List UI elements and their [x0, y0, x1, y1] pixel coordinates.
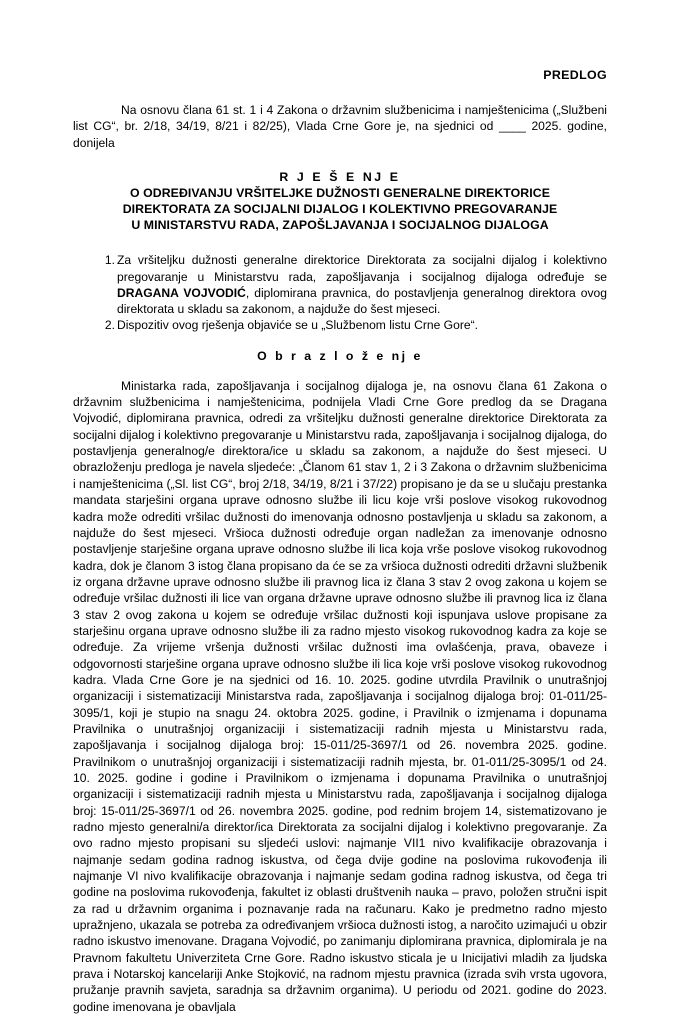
document-type-label: PREDLOG [543, 68, 607, 82]
title-line-4: U MINISTARSTVU RADA, ZAPOŠLJAVANJA I SOCIJALNOG DIJALOGA [131, 218, 549, 233]
title-line-1: R J E Š E NJ E [279, 169, 401, 184]
decision-item-2-number: 2. [104, 318, 115, 333]
title-line-3: DIREKTORATA ZA SOCIJALNI DIJALOG I KOLEKTIVNO PREGOVARANJE [122, 202, 558, 217]
decision-item-2-text: Dispozitiv ovog rješenja objaviće se u „Službenom listu Crne Gore“. [117, 318, 478, 333]
decision-list [73, 252, 607, 333]
document-title [73, 169, 607, 233]
legal-basis-paragraph: Na osnovu člana 61 st. 1 i 4 Zakona o državnim službenicima i namještenicima („Službeni list CG“, br. 2/18, 34/19, 8/21 i 82/25), Vlada Crne Gore je, na sjednici od ____ 2025. godine, donijela [73, 103, 607, 150]
document-content [73, 0, 607, 1027]
header-row [73, 66, 607, 84]
decision-item-2 [73, 317, 607, 333]
title-line-2: O ODREĐIVANJU VRŠITELJKE DUŽNOSTI GENERALNE DIREKTORICE [129, 185, 551, 200]
explanation-paragraph: Ministarka rada, zapošljavanja i socijalnog dijaloga je, na osnovu člana 61 Zakona o državnim službenicima i namještenicima, podnijela Vladi Crne Gore predlog da se Dragana Vojvodić, diplomirana pravnica, odredi za vršiteljku dužnosti generalne direktorice Direktorata za socijalni dijalog i kolektivno pregovaranje u Ministarstvu rada, zapošljavanja i socijalnog dijaloga, do postavljenja generalnog/e direktora/ice u skladu sa zakonom, a najduže do šest mjeseci. U obrazloženju predloga je navela sljedeće: „Članom 61 stav 1, 2 i 3 Zakona o državnim službenicima i namještenicima („Sl. list CG“, broj 2/18, 34/19, 8/21 i 37/22) propisano je da se u slučaju prestanka mandata starješini organa uprave odnosno službe ili licu koje vrši poslove visokog rukovodnog kadra može odrediti vršilac dužnosti do imenovanja odnosno postavljenja u skladu sa zakonom, a najduže do šest mjeseci. Vršioca dužnosti određuje organ nadležan za imenovanje odnosno postavljenje starješine organa uprave odnosno službe ili lica koja vrše poslove visokog rukovodnog kadra, dok je članom 3 istog člana propisano da će se za vršioca dužnosti odrediti državni službenik iz organa državne uprave odnosno službe ili pravnog lica iz člana 3 stav 2 ovog zakona u kojem se određuje vršilac dužnosti ili lice van organa državne uprave odnosno službe ili pravnog lica iz člana 3 stav 2 ovog zakona u kojem se određuje vršilac dužnosti koji ispunjava uslove propisane za starješinu organa uprave odnosno službe ili za radno mjesto visokog rukovodnog kadra za koje se određuje. Za vrijeme vršenja dužnosti vršilac dužnosti ima ovlašćenja, prava, obaveze i odgovornosti starješine organa uprave odnosno službe ili lica koje vrši poslove visokog rukovodnog kadra. Vlada Crne Gore je na sjednici od 16. 10. 2025. godine utvrdila Pravilnik o unutrašnjoj organizaciji i sistematizaciji Ministarstva rada, zapošljavanja i socijalnog dijaloga broj: 01-011/25-3095/1, koji je stupio na snagu 24. oktobra 2025. godine, i Pravilnik o izmjenama i dopunama Pravilnika o unutrašnjoj organizaciji i sistematizaciji radnih mjesta u Ministarstvu rada, zapošljavanja i socijalnog dijaloga broj: 15-011/25-3697/1 od 26. novembra 2025. godine. Pravilnikom o unutrašnjoj organizaciji i sistematizaciji radnih mjesta, br. 01-011/25-3095/1 od 24. 10. 2025. godine i godine i Pravilnikom o izmjenama i dopunama Pravilnika o unutrašnjoj organizaciji i sistematizaciji radnih mjesta u Ministarstvu rada, zapošljavanja i socijalnog dijaloga broj: 15-011/25-3697/1 od 26. novembra 2025. godine, pod rednim brojem 14, sistematizovano je radno mjesto generalni/a direktor/ica Direktorata za socijalni dijalog i kolektivno pregovaranje. Za ovo radno mjesto propisani su sljedeći uslovi: najmanje VII1 nivo kvalifikacije obrazovanja i najmanje sedam godina radnog iskustva, od čega dvije godine na poslovima rukovođenja ili najmanje VI nivo kvalifikacije obrazovanja i najmanje sedam godina radnog iskustva, od čega tri godine na poslovima rukovođenja, fakultet iz oblasti društvenih nauka – pravo, položen stručni ispit za rad u državnim organima i poznavanje rada na računaru. Kako je predmetno radno mjesto upražnjeno, ukazala se potreba za određivanjem vršioca dužnosti istog, a naročito uzimajući u obzir radno iskustvo imenovane. Dragana Vojvodić, po zanimanju diplomirana pravnica, diplomirala je na Pravnom fakultetu Univerziteta Crne Gore. Radno iskustvo sticala je u Inicijativi mladih za ljudska prava i Notarskoj kancelariji Anke Stojković, na radnom mjestu pravnica (izrada svih vrsta ugovora, pružanje pravnih savjeta, saradnja sa državnim organima). U periodu od 2021. godine do 2023. godine imenovana je obavljala [73, 378, 607, 1014]
decision-item-1 [73, 252, 607, 317]
explanation-heading: O b r a z l o ž e nj e [257, 348, 423, 363]
decision-item-1-number: 1. [104, 253, 115, 268]
decision-item-1-text-after: , diplomirana pravnica, do postavljenja generalnog direktora ovog direktorata u skladu sa zakonom, a najduže do šest mjeseci. [117, 285, 607, 317]
appointee-name: DRAGANA VOJVODIĆ [117, 285, 246, 300]
decision-item-1-text-before: Za vršiteljku dužnosti generalne direktorice Direktorata za socijalni dijalog i kolektivno pregovaranje u Ministarstvu rada, zapošljavanja i socijalnog dijaloga određuje se [117, 253, 607, 284]
